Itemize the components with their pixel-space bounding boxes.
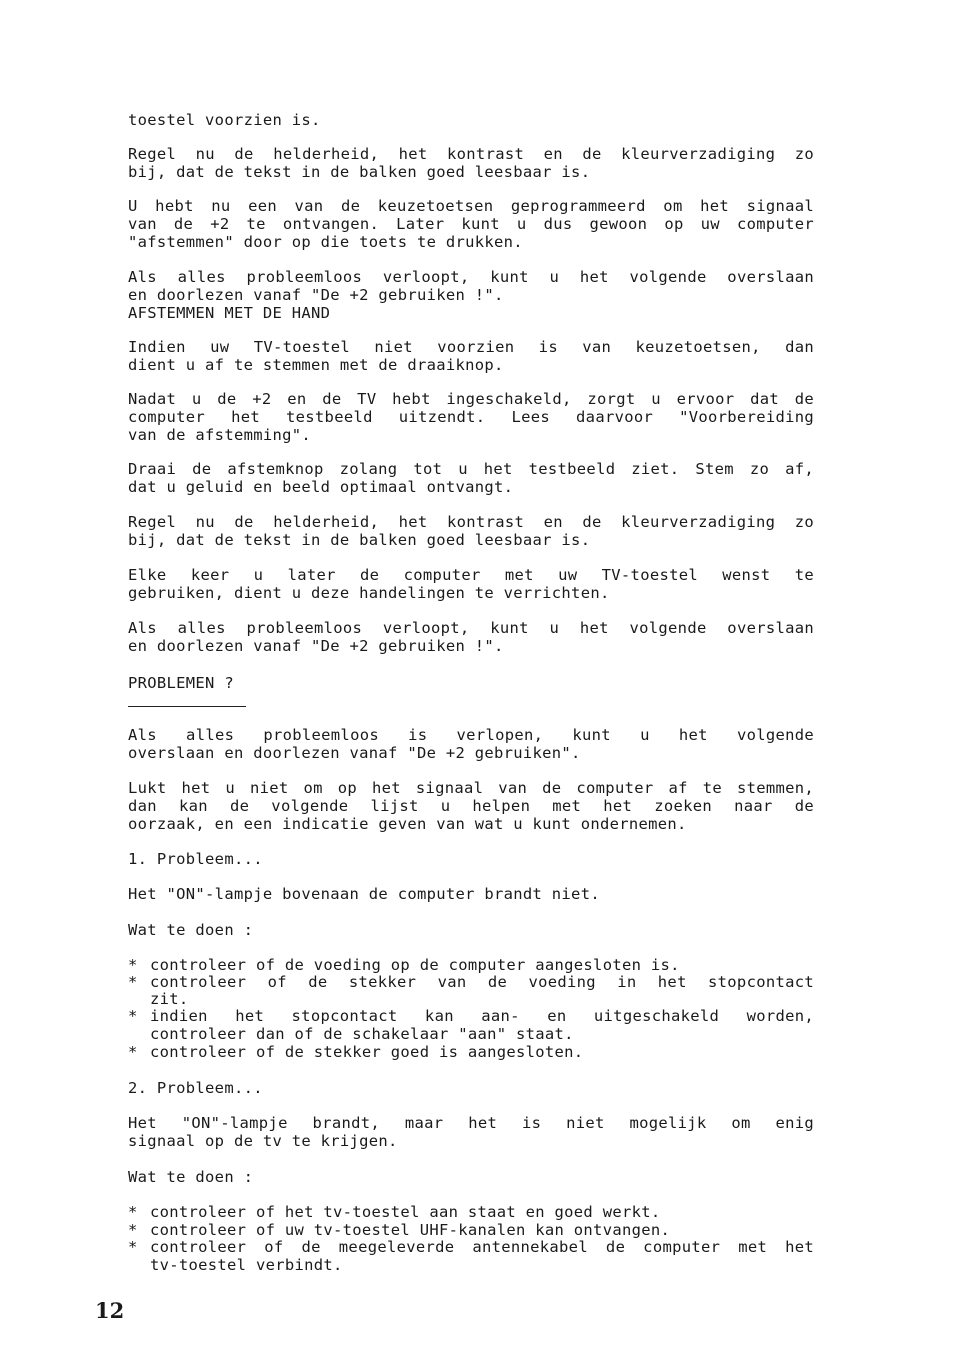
text-line: Wat te doen : <box>128 921 254 939</box>
text-line: van de +2 te ontvangen. Later kunt u dus gewoon op uw computer <box>128 215 814 233</box>
bullet-item <box>128 1043 583 1061</box>
bullet-continuation: zit. <box>150 990 189 1008</box>
text-line: 1. Probleem... <box>128 850 263 868</box>
bullet-item <box>128 1007 814 1025</box>
bullet-item <box>128 1221 670 1239</box>
text-line: U hebt nu een van de keuzetoetsen geprogrammeerd om het signaal <box>128 197 814 215</box>
text-line: Regel nu de helderheid, het kontrast en de kleurverzadiging zo <box>128 513 814 531</box>
text-line: Als alles probleemloos is verlopen, kunt u het volgende <box>128 726 814 744</box>
text-line: computer het testbeeld uitzendt. Lees daarvoor "Voorbereiding <box>128 408 814 426</box>
bullet-marker: * <box>128 1238 138 1256</box>
text-line: PROBLEMEN ? <box>128 674 234 692</box>
text-line: gebruiken, dient u deze handelingen te verrichten. <box>128 584 610 602</box>
text-line: dan kan de volgende lijst u helpen met het zoeken naar de <box>128 797 814 815</box>
bullet-continuation: controleer dan of de schakelaar "aan" staat. <box>150 1025 574 1043</box>
text-line: Wat te doen : <box>128 1168 254 1186</box>
text-line: Lukt het u niet om op het signaal van de computer af te stemmen, <box>128 779 814 797</box>
bullet-text: controleer of de voeding op de computer aangesloten is. <box>150 956 680 974</box>
bullet-marker: * <box>128 973 138 991</box>
text-line: AFSTEMMEN MET DE HAND <box>128 304 331 322</box>
bullet-item <box>128 973 814 991</box>
bullet-text: indien het stopcontact kan aan- en uitgeschakeld worden, <box>150 1007 814 1025</box>
bullet-marker: * <box>128 956 138 974</box>
text-line: oorzaak, en een indicatie geven van wat u kunt ondernemen. <box>128 815 687 833</box>
bullet-text: controleer of de stekker van de voeding in het stopcontact <box>150 973 814 991</box>
bullet-item <box>128 956 680 974</box>
text-line: Indien uw TV-toestel niet voorzien is van keuzetoetsen, dan <box>128 338 814 356</box>
text-line: Nadat u de +2 en de TV hebt ingeschakeld, zorgt u ervoor dat de <box>128 390 814 408</box>
text-line: Als alles probleemloos verloopt, kunt u het volgende overslaan <box>128 268 814 286</box>
bullet-marker: * <box>128 1007 138 1025</box>
page-number: 12 <box>95 1298 125 1323</box>
bullet-continuation: tv-toestel verbindt. <box>150 1256 343 1274</box>
text-line: van de afstemming". <box>128 426 312 444</box>
text-line: Het "ON"-lampje brandt, maar het is niet mogelijk om enig <box>128 1114 814 1132</box>
text-line: en doorlezen vanaf "De +2 gebruiken !". <box>128 286 504 304</box>
text-line: toestel voorzien is. <box>128 111 321 129</box>
text-line: overslaan en doorlezen vanaf "De +2 gebruiken". <box>128 744 581 762</box>
bullet-marker: * <box>128 1043 138 1061</box>
text-line: bij, dat de tekst in de balken goed leesbaar is. <box>128 163 591 181</box>
bullet-marker: * <box>128 1203 138 1221</box>
text-line: dient u af te stemmen met de draaiknop. <box>128 356 504 374</box>
text-line: Het "ON"-lampje bovenaan de computer brandt niet. <box>128 885 600 903</box>
bullet-text: controleer of de stekker goed is aangesloten. <box>150 1043 584 1061</box>
bullet-item <box>128 1203 660 1221</box>
text-line: 2. Probleem... <box>128 1079 263 1097</box>
bullet-text: controleer of de meegeleverde antennekabel de computer met het <box>150 1238 814 1256</box>
bullet-text: controleer of uw tv-toestel UHF-kanalen kan ontvangen. <box>150 1221 671 1239</box>
text-line: Regel nu de helderheid, het kontrast en de kleurverzadiging zo <box>128 145 814 163</box>
bullet-item <box>128 1238 814 1256</box>
text-line: Elke keer u later de computer met uw TV-toestel wenst te <box>128 566 814 584</box>
text-line: Draai de afstemknop zolang tot u het testbeeld ziet. Stem zo af, <box>128 460 814 478</box>
text-line: signaal op de tv te krijgen. <box>128 1132 398 1150</box>
bullet-marker: * <box>128 1221 138 1239</box>
text-line: bij, dat de tekst in de balken goed leesbaar is. <box>128 531 591 549</box>
text-line: dat u geluid en beeld optimaal ontvangt. <box>128 478 514 496</box>
text-line: en doorlezen vanaf "De +2 gebruiken !". <box>128 637 504 655</box>
bullet-text: controleer of het tv-toestel aan staat en goed werkt. <box>150 1203 661 1221</box>
text-line: Als alles probleemloos verloopt, kunt u het volgende overslaan <box>128 619 814 637</box>
heading-underline <box>128 706 246 707</box>
text-line: "afstemmen" door op die toets te drukken. <box>128 233 523 251</box>
